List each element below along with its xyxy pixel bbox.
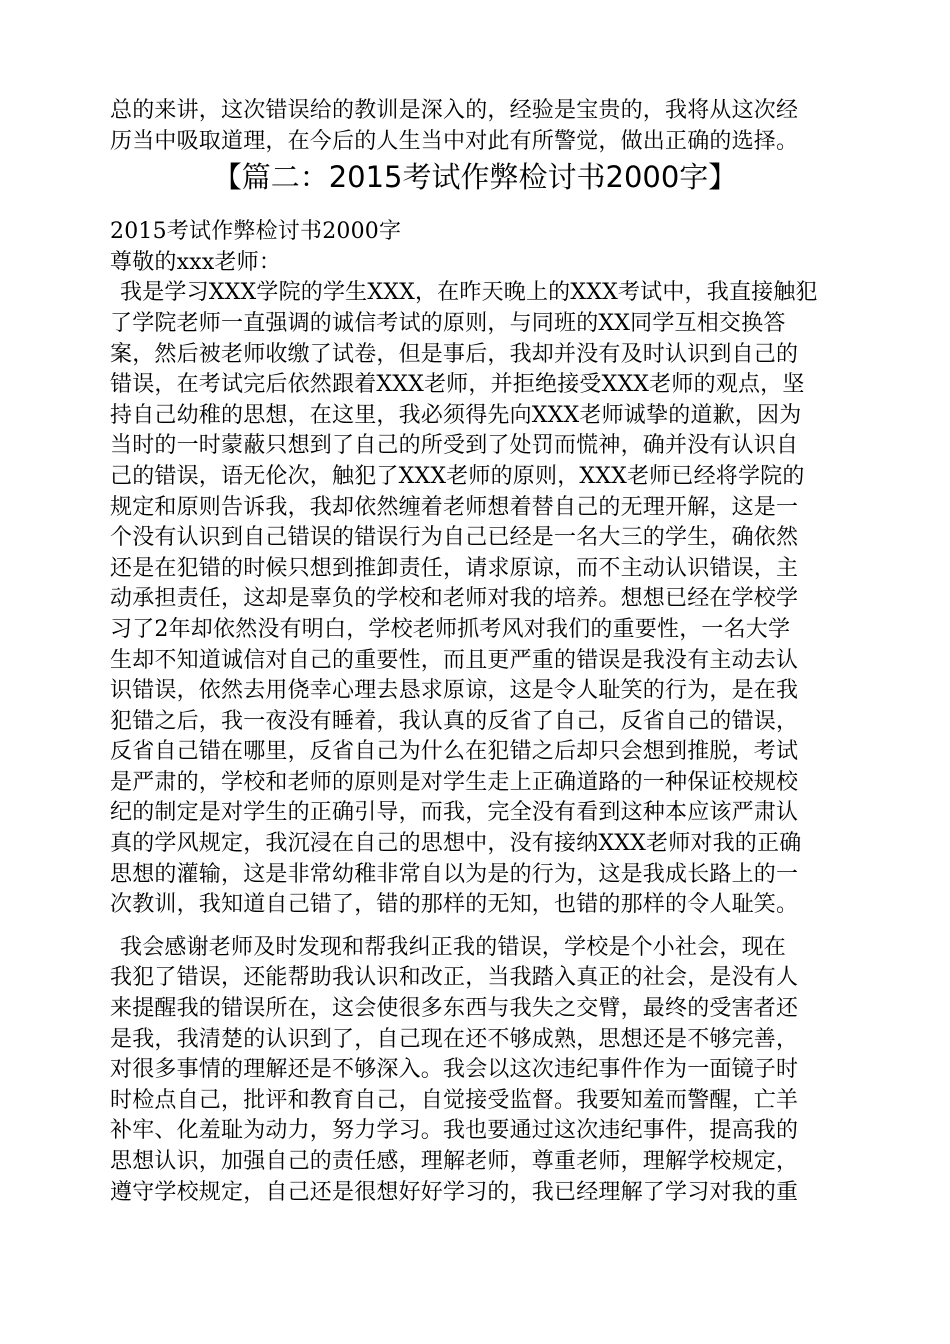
text-line: 次教训，我知道自己错了，错的那样的无知，也错的那样的令人耻笑。 (110, 892, 799, 918)
section-heading: 【篇二：2015考试作弊检讨书2000字】 (212, 160, 738, 195)
text-line: 动承担责任，这却是辜负的学校和老师对我的培养。想想已经在学校学 (110, 586, 799, 612)
text-line: 我是学习XXX学院的学生XXX，在昨天晚上的XXX考试中，我直接触犯 (120, 280, 818, 306)
text-line: 反省自己错在哪里，反省自己为什么在犯错之后却只会想到推脱，考试 (110, 739, 799, 765)
text-line: 生却不知道诚信对自己的重要性，而且更严重的错误是我没有主动去认 (110, 647, 799, 673)
text-line: 是严肃的，学校和老师的原则是对学生走上正确道路的一种保证校规校 (110, 769, 799, 795)
text-line: 总的来讲，这次错误给的教训是深入的，经验是宝贵的，我将从这次经 (110, 98, 799, 123)
text-line: 案，然后被老师收缴了试卷，但是事后，我却并没有及时认识到自己的 (110, 341, 799, 367)
text-line: 思想的灌输，这是非常幼稚非常自以为是的行为，这是我成长路上的一 (110, 861, 799, 887)
text-line: 规定和原则告诉我，我却依然缠着老师想着替自己的无理开解，这是一 (110, 494, 799, 520)
text-line: 当时的一时蒙蔽只想到了自己的所受到了处罚而慌神，确并没有认识自 (110, 433, 799, 459)
text-line: 识错误，依然去用侥幸心理去恳求原谅，这是令人耻笑的行为，是在我 (110, 678, 799, 704)
document-title: 2015考试作弊检讨书2000字 (110, 219, 402, 245)
paragraph-2 (110, 933, 840, 1208)
text-line: 持自己幼稚的思想，在这里，我必须得先向XXX老师诚挚的道歉，因为 (110, 402, 802, 428)
document-page (110, 96, 840, 1208)
paragraph-1 (110, 278, 840, 920)
paragraph-spacer (110, 921, 840, 933)
text-line: 错误，在考试完后依然跟着XXX老师，并拒绝接受XXX老师的观点，坚 (110, 372, 805, 398)
text-line: 来提醒我的错误所在，这会使很多东西与我失之交臂，最终的受害者还 (110, 996, 799, 1022)
text-line: 我会感谢老师及时发现和帮我纠正我的错误，学校是个小社会，现在 (120, 934, 787, 960)
text-line: 是我，我清楚的认识到了，自己现在还不够成熟，思想还是不够完善， (110, 1026, 799, 1052)
text-line: 历当中吸取道理，在今后的人生当中对此有所警觉，做出正确的选择。 (110, 128, 799, 154)
text-line: 己的错误，语无伦次，触犯了XXX老师的原则，XXX老师已经将学院的 (110, 463, 805, 489)
text-line: 我犯了错误，还能帮助我认识和改正，当我踏入真正的社会，是没有人 (110, 965, 799, 991)
text-line: 犯错之后，我一夜没有睡着，我认真的反省了自己，反省自己的错误， (110, 708, 799, 734)
text-line: 真的学风规定，我沉浸在自己的思想中，没有接纳XXX老师对我的正确 (110, 831, 802, 857)
text-line: 了学院老师一直强调的诚信考试的原则，与同班的XX同学互相交换答 (110, 310, 786, 336)
salutation: 尊敬的xxx老师： (110, 249, 282, 275)
text-line: 习了2年却依然没有明白，学校老师抓考风对我们的重要性，一名大学 (110, 616, 791, 642)
text-line: 思想认识，加强自己的责任感，理解老师，尊重老师，理解学校规定， (110, 1149, 799, 1174)
text-line: 时检点自己，批评和教育自己，自觉接受监督。我要知羞而警醒，亡羊 (110, 1087, 799, 1113)
text-line: 对很多事情的理解还是不够深入。我会以这次违纪事件作为一面镜子时 (110, 1057, 799, 1083)
text-line: 还是在犯错的时候只想到推卸责任，请求原谅，而不主动认识错误，主 (110, 555, 799, 581)
text-line: 纪的制定是对学生的正确引导，而我，完全没有看到这种本应该严肃认 (110, 800, 799, 826)
text-line: 遵守学校规定，自己还是很想好好学习的，我已经理解了学习对我的重 (110, 1179, 799, 1205)
text-line: 补牢、化羞耻为动力，努力学习。我也要通过这次违纪事件，提高我的 (110, 1118, 799, 1144)
text-line: 个没有认识到自己错误的错误行为自己已经是一名大三的学生，确依然 (110, 525, 799, 551)
intro-paragraph (110, 96, 840, 157)
